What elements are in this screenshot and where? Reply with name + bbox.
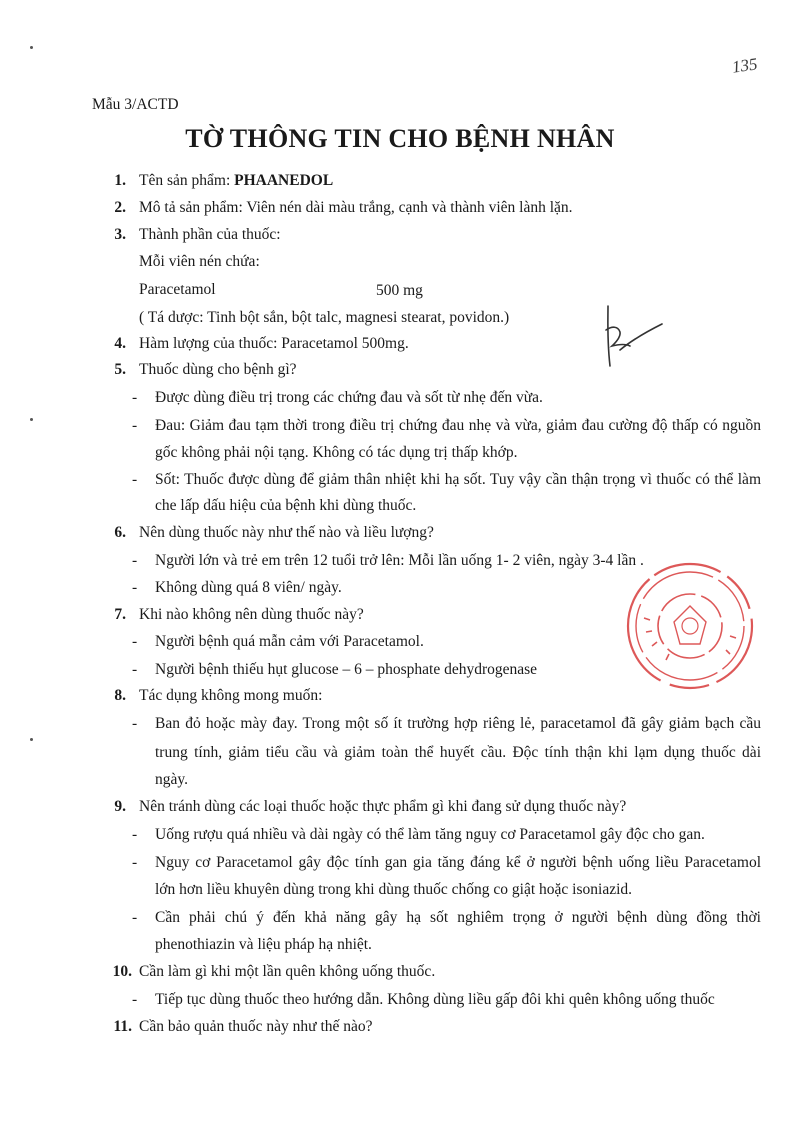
ingredient-amount: 500 mg bbox=[376, 282, 423, 299]
scan-speck bbox=[30, 46, 33, 49]
bullet-dash: - bbox=[132, 389, 138, 406]
section-text: Tác dụng không mong muốn: bbox=[139, 687, 323, 704]
official-stamp bbox=[622, 558, 758, 694]
list-item-text: Người lớn và trẻ em trên 12 tuổi trở lên: Mỗi lần uống 1- 2 viên, ngày 3-4 lần . bbox=[155, 552, 644, 569]
section-text: Thành phần của thuốc: bbox=[139, 226, 281, 243]
section-text: Hàm lượng của thuốc: Paracetamol 500mg. bbox=[139, 335, 409, 352]
list-item-continuation: trung tính, giảm tiểu cầu và giảm toàn thể huyết cầu. Độc tính thận khi lạm dụng thuốc dài bbox=[155, 744, 761, 761]
signature-mark bbox=[596, 300, 666, 370]
scan-speck bbox=[30, 418, 33, 421]
section-number: 2. bbox=[114, 199, 126, 216]
section-number: 9. bbox=[114, 798, 126, 815]
bullet-dash: - bbox=[132, 633, 138, 650]
bullet-dash: - bbox=[132, 854, 138, 871]
section-text: Mô tả sản phẩm: Viên nén dài màu trắng, cạnh và thành viên lành lặn. bbox=[139, 199, 573, 216]
list-item-text: Ban đỏ hoặc mày đay. Trong một số ít trường hợp riêng lẻ, paracetamol đã gây giảm bạch cầu bbox=[155, 715, 761, 732]
list-item-text: Người bệnh quá mẫn cảm với Paracetamol. bbox=[155, 633, 424, 650]
list-item-continuation: lớn hơn liều khuyên dùng trong khi dùng thuốc chống co giật hoặc isoniazid. bbox=[155, 881, 633, 898]
section-number: 8. bbox=[114, 687, 126, 704]
product-name-label: Tên sản phẩm: PHAANEDOL bbox=[139, 172, 334, 189]
section-text: Thuốc dùng cho bệnh gì? bbox=[139, 361, 297, 378]
section-number: 3. bbox=[114, 226, 126, 243]
bullet-dash: - bbox=[132, 552, 138, 569]
bullet-dash: - bbox=[132, 471, 138, 488]
per-tablet-text: Mỗi viên nén chứa: bbox=[139, 253, 260, 270]
ingredient-name: Paracetamol bbox=[139, 281, 216, 298]
section-text: Cần làm gì khi một lần quên không uống thuốc. bbox=[139, 963, 436, 980]
product-name-value: PHAANEDOL bbox=[234, 172, 334, 189]
list-item-continuation: phenothiazin và liệu pháp hạ nhiệt. bbox=[155, 936, 372, 953]
bullet-dash: - bbox=[132, 909, 138, 926]
list-item-text: Người bệnh thiếu hụt glucose – 6 – phosphate dehydrogenase bbox=[155, 661, 538, 678]
section-text: Nên tránh dùng các loại thuốc hoặc thực phẩm gì khi đang sử dụng thuốc này? bbox=[139, 798, 627, 815]
list-item-text: Đau: Giảm đau tạm thời trong điều trị chứng đau nhẹ và vừa, giảm đau cường độ thấp có nguồn bbox=[155, 417, 761, 434]
bullet-dash: - bbox=[132, 715, 138, 732]
list-item-text: Tiếp tục dùng thuốc theo hướng dẫn. Không dùng liều gấp đôi khi quên không uống thuốc bbox=[155, 991, 715, 1008]
bullet-dash: - bbox=[132, 991, 138, 1008]
list-item-continuation: che lấp dấu hiệu của bệnh khi dùng thuốc. bbox=[155, 497, 417, 514]
section-text: Cần bảo quản thuốc này như thế nào? bbox=[139, 1018, 373, 1035]
form-code: Mẫu 3/ACTD bbox=[92, 96, 179, 113]
list-item-continuation: gốc không phải nội tạng. Không có tác dụng trị thấp khớp. bbox=[155, 444, 518, 461]
list-item-text: Nguy cơ Paracetamol gây độc tính gan gia tăng đáng kể ở người bệnh uống liều Paracetamol bbox=[155, 854, 761, 871]
bullet-dash: - bbox=[132, 826, 138, 843]
section-number: 7. bbox=[114, 606, 126, 623]
section-text: Khi nào không nên dùng thuốc này? bbox=[139, 606, 364, 623]
section-number: 4. bbox=[114, 335, 126, 352]
bullet-dash: - bbox=[132, 661, 138, 678]
section-number: 11. bbox=[113, 1018, 132, 1035]
list-item-text: Sốt: Thuốc được dùng để giảm thân nhiệt khi hạ sốt. Tuy vậy cần thận trọng vì thuốc có thể làm bbox=[155, 471, 761, 488]
document-title: TỜ THÔNG TIN CHO BỆNH NHÂN bbox=[185, 124, 615, 153]
section-number: 6. bbox=[114, 524, 126, 541]
list-item-continuation: ngày. bbox=[155, 771, 188, 788]
page-number: 135 bbox=[730, 54, 759, 77]
scan-speck bbox=[30, 738, 33, 741]
section-number: 10. bbox=[112, 963, 132, 980]
list-item-text: Cần phải chú ý đến khả năng gây hạ sốt nghiêm trọng ở người bệnh dùng đồng thời bbox=[155, 909, 761, 926]
bullet-dash: - bbox=[132, 579, 138, 596]
section-number: 5. bbox=[114, 361, 126, 378]
excipients-text: ( Tá dược: Tinh bột sắn, bột talc, magnesi stearat, povidon.) bbox=[139, 309, 510, 326]
list-item-text: Được dùng điều trị trong các chứng đau và sốt từ nhẹ đến vừa. bbox=[155, 389, 543, 406]
section-text: Nên dùng thuốc này như thế nào và liều lượng? bbox=[139, 524, 434, 541]
list-item-text: Không dùng quá 8 viên/ ngày. bbox=[155, 579, 342, 596]
bullet-dash: - bbox=[132, 417, 138, 434]
section-number: 1. bbox=[114, 172, 126, 189]
list-item-text: Uống rượu quá nhiều và dài ngày có thể làm tăng nguy cơ Paracetamol gây độc cho gan. bbox=[155, 826, 705, 843]
